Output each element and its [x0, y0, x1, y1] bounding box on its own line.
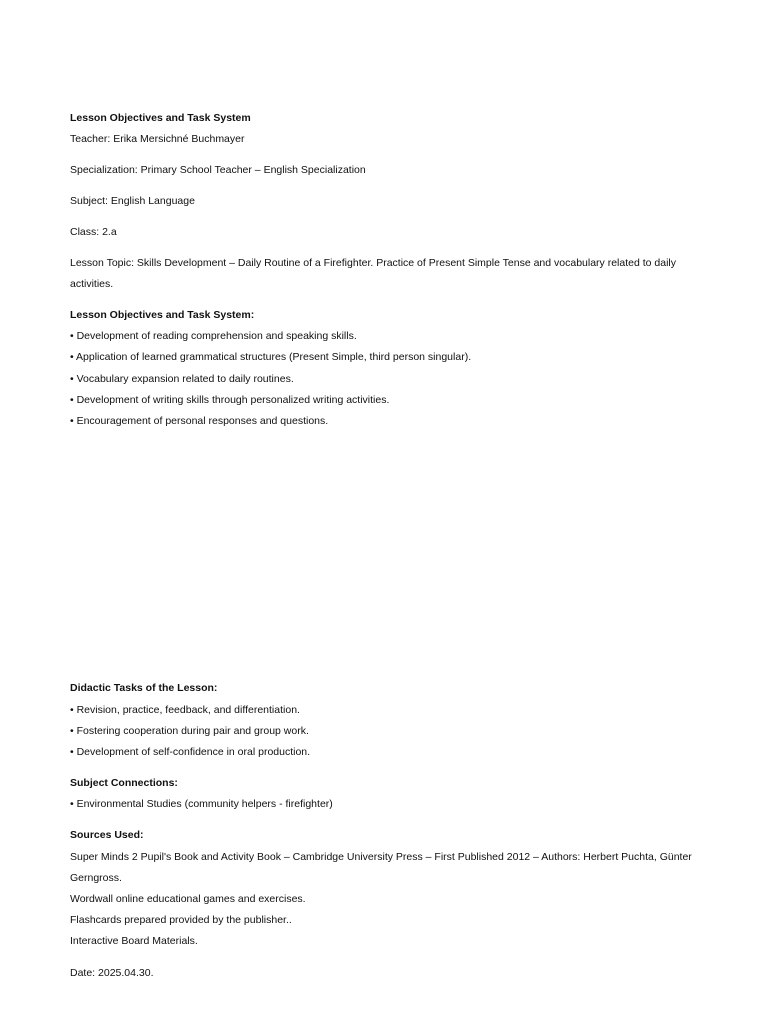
lesson-topic-line-1: Lesson Topic: Skills Development – Daily Routine of a Firefighter. Practice of Present Simple Tense and vocabulary related to daily — [70, 257, 677, 269]
teacher-line: Teacher: Erika Mersichné Buchmayer — [70, 133, 245, 145]
document-page — [70, 0, 700, 1024]
source-item: Flashcards prepared provided by the publisher.. — [70, 914, 292, 926]
objective-item: • Encouragement of personal responses and questions. — [70, 415, 329, 427]
didactic-item: • Revision, practice, feedback, and differentiation. — [70, 704, 300, 716]
didactic-item: • Fostering cooperation during pair and group work. — [70, 725, 309, 737]
source-item: Interactive Board Materials. — [70, 935, 198, 947]
objectives-heading: Lesson Objectives and Task System: — [70, 309, 255, 321]
didactic-item: • Development of self-confidence in oral production. — [70, 746, 311, 758]
document-title: Lesson Objectives and Task System — [70, 112, 251, 124]
objective-item: • Vocabulary expansion related to daily routines. — [70, 373, 294, 385]
lesson-topic-line-2: activities. — [70, 278, 114, 290]
didactic-heading: Didactic Tasks of the Lesson: — [70, 682, 218, 694]
connection-item: • Environmental Studies (community helpers - firefighter) — [70, 798, 333, 810]
subject-line: Subject: English Language — [70, 195, 195, 207]
date-line: Date: 2025.04.30. — [70, 967, 154, 979]
objective-item: • Application of learned grammatical structures (Present Simple, third person singular). — [70, 351, 472, 363]
objective-item: • Development of writing skills through personalized writing activities. — [70, 394, 390, 406]
objective-item: • Development of reading comprehension and speaking skills. — [70, 330, 357, 342]
sources-heading: Sources Used: — [70, 829, 144, 841]
source-item: Wordwall online educational games and exercises. — [70, 893, 306, 905]
specialization-line: Specialization: Primary School Teacher – English Specialization — [70, 164, 366, 176]
class-line: Class: 2.a — [70, 226, 117, 238]
source-line-2: Gerngross. — [70, 872, 122, 884]
connections-heading: Subject Connections: — [70, 777, 178, 789]
source-line-1: Super Minds 2 Pupil's Book and Activity Book – Cambridge University Press – First Published 2012 – Authors: Herbert Puchta, Günter — [70, 851, 692, 863]
